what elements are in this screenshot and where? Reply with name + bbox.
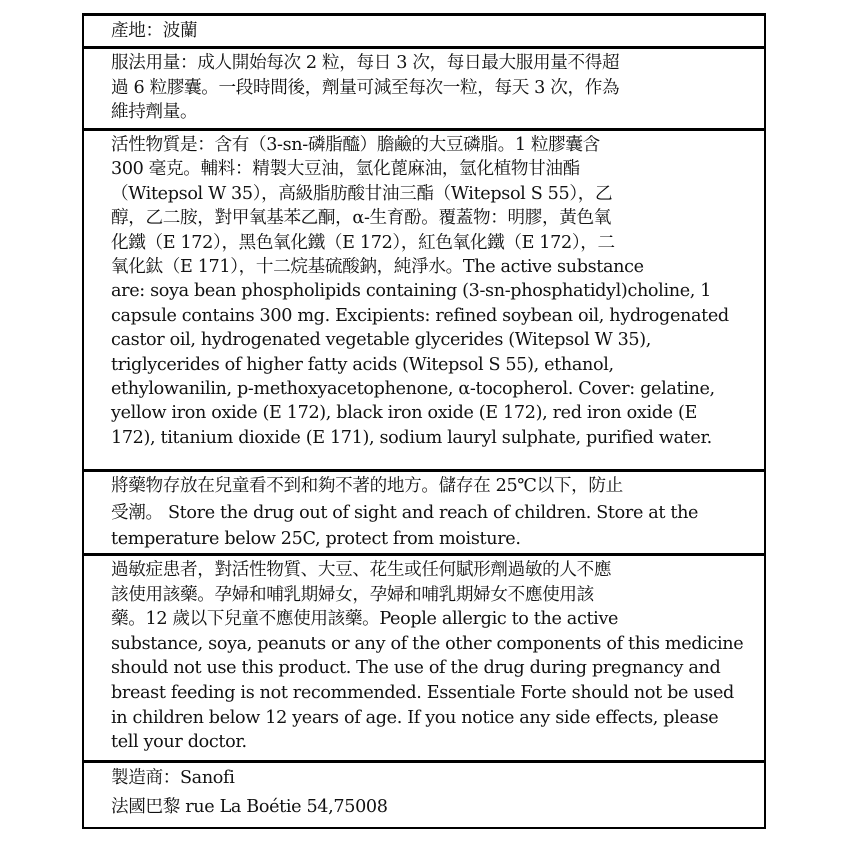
warnings-line: 該使用該藥。孕婦和哺乳期婦女，孕婦和哺乳期婦女不應使用該 <box>111 584 594 605</box>
leaflet-table <box>82 13 766 829</box>
warnings-line: 過敏症患者，對活性物質、大豆、花生或任何賦形劑過敏的人不應 <box>111 560 612 580</box>
ingredients-line: 172), titanium dioxide (E 171), sodium lauryl sulphate, purified water. <box>111 427 712 448</box>
section-origin <box>84 16 764 49</box>
ingredients-line: capsule contains 300 mg. Excipients: refined soybean oil, hydrogenated <box>111 305 729 326</box>
ingredients-line: castor oil, hydrogenated vegetable glycerides (Witepsol W 35), <box>111 330 652 351</box>
ingredients-line: 化鐵（E 172），黑色氧化鐵（E 172），紅色氧化鐵（E 172），二 <box>111 232 615 253</box>
section-ingredients <box>84 131 764 472</box>
section-manufacturer <box>84 763 764 827</box>
ingredients-line: 氧化鈦（E 171），十二烷基硫酸鈉，純淨水。The active substance <box>111 256 644 277</box>
warnings-line: substance, soya, peanuts or any of the other components of this medicine <box>111 633 744 654</box>
ingredients-line: triglycerides of higher fatty acids (Witepsol S 55), ethanol, <box>111 354 614 375</box>
dosage-line: 維持劑量。 <box>111 102 198 123</box>
section-warnings <box>84 556 764 763</box>
storage-line: 將藥物存放在兒童看不到和夠不著的地方。儲存在 25℃以下，防止 <box>111 476 623 496</box>
manufacturer-line: 製造商：Sanofi <box>111 768 235 788</box>
warnings-line: in children below 12 years of age. If you notice any side effects, please <box>111 707 719 728</box>
warnings-line: should not use this product. The use of the drug during pregnancy and <box>111 658 721 679</box>
warnings-line: 藥。12 歲以下兒童不應使用該藥。People allergic to the active <box>111 609 619 630</box>
section-dosage <box>84 49 764 131</box>
ingredients-line: 醇，乙二胺，對甲氧基苯乙酮，α-生育酚。覆蓋物：明膠，黃色氧 <box>111 208 611 229</box>
storage-line: 受潮。 Store the drug out of sight and reach of children. Store at the <box>111 502 699 523</box>
warnings-line: tell your doctor. <box>111 732 247 753</box>
warnings-line: breast feeding is not recommended. Essentiale Forte should not be used <box>111 682 734 703</box>
ingredients-line: 活性物質是：含有（3-sn-磷脂醯）膽鹼的大豆磷脂。1 粒膠囊含 <box>111 135 600 155</box>
ingredients-line: are: soya bean phospholipids containing (3-sn-phosphatidyl)choline, 1 <box>111 281 712 302</box>
ingredients-line: ethylowanilin, p-methoxyacetophenone, α-tocopherol. Cover: gelatine, <box>111 378 715 399</box>
ingredients-line: yellow iron oxide (E 172), black iron oxide (E 172), red iron oxide (E <box>111 403 697 424</box>
manufacturer-address: 法國巴黎 rue La Boétie 54,75008 <box>111 797 388 817</box>
origin-line: 產地：波蘭 <box>111 21 198 41</box>
dosage-line: 服法用量：成人開始每次 2 粒，每日 3 次，每日最大服用量不得超 <box>111 53 620 73</box>
ingredients-line: 300 毫克。輔料：精製大豆油，氫化蓖麻油，氫化植物甘油酯 <box>111 159 580 180</box>
ingredients-line: （Witepsol W 35），高級脂肪酸甘油三酯（Witepsol S 55），乙 <box>111 183 613 204</box>
storage-line: temperature below 25C, protect from moisture. <box>111 529 521 549</box>
section-storage <box>84 472 764 556</box>
dosage-line: 過 6 粒膠囊。一段時間後，劑量可減至每次一粒，每天 3 次，作為 <box>111 77 620 98</box>
